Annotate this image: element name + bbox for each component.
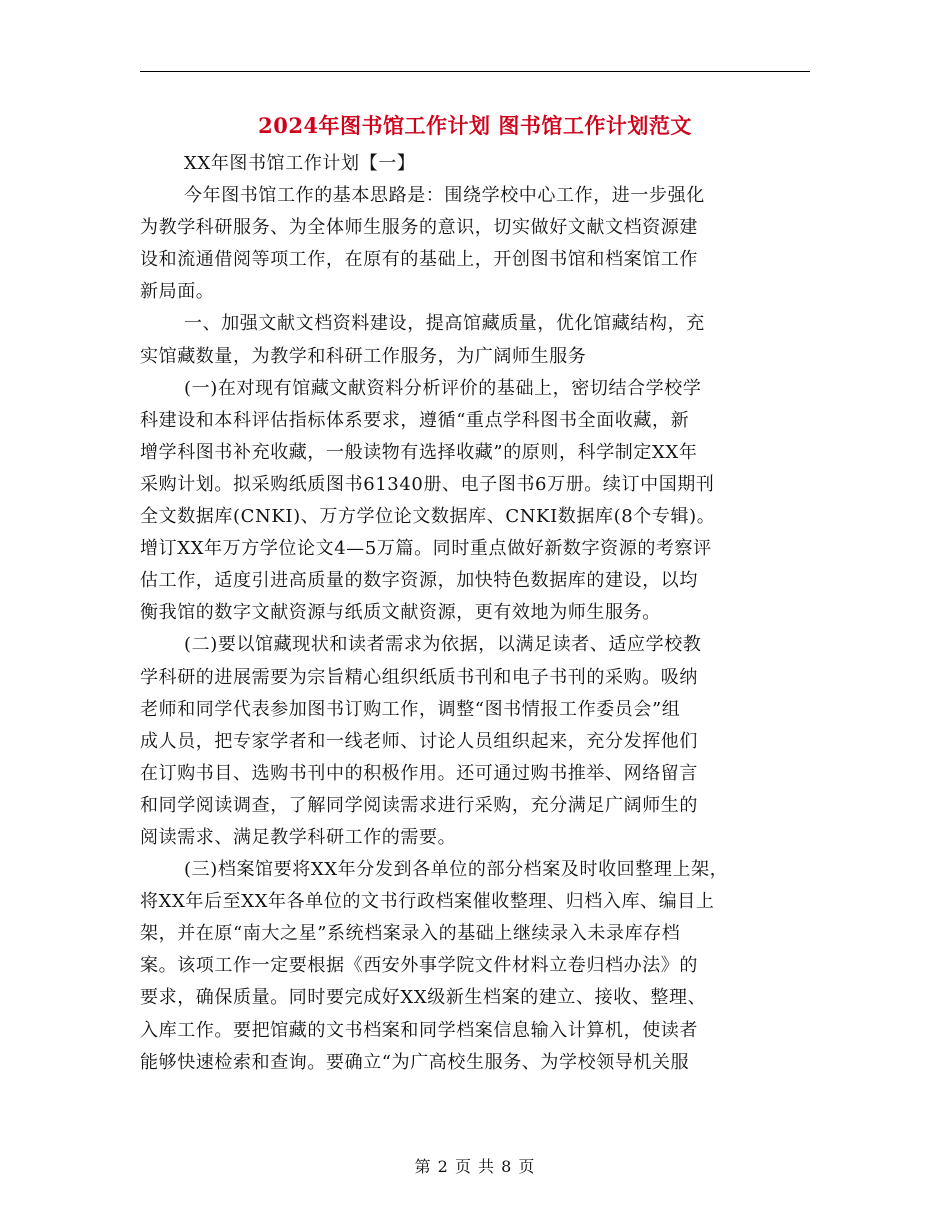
- header-rule: [140, 71, 810, 72]
- text-line: 估工作，适度引进高质量的数字资源，加快特色数据库的建设，以均: [140, 570, 698, 592]
- text-line: 架，并在原“南大之星”系统档案录入的基础上继续录入未录库存档: [140, 923, 681, 945]
- text-line: 案。该项工作一定要根据《西安外事学院文件材料立卷归档办法》的: [140, 955, 698, 977]
- text-line: (一)在对现有馆藏文献资料分析评价的基础上，密切结合学校学: [184, 377, 702, 399]
- text-line: 全文数据库(CNKI)、万方学位论文数据库、CNKI数据库(8个专辑)。: [140, 506, 716, 528]
- text-line: XX年图书馆工作计划【一】: [184, 153, 416, 174]
- text-line: 成人员，把专家学者和一线老师、讨论人员组织起来，充分发挥他们: [140, 730, 698, 752]
- text-line: 老师和同学代表参加图书订购工作，调整“图书情报工作委员会”组: [140, 698, 681, 720]
- document-body: [140, 148, 810, 1079]
- text-line: 入库工作。要把馆藏的文书档案和同学档案信息输入计算机，使读者: [140, 1019, 698, 1041]
- text-line: 设和流通借阅等项工作，在原有的基础上，开创图书馆和档案馆工作: [140, 249, 698, 271]
- document-title: 2024年图书馆工作计划 图书馆工作计划范文: [258, 113, 692, 138]
- text-line: 采购计划。拟采购纸质图书61340册、电子图书6万册。续订中国期刊: [140, 473, 715, 495]
- text-line: 和同学阅读调查，了解同学阅读需求进行采购，充分满足广阔师生的: [140, 794, 698, 816]
- text-line: (三)档案馆要将XX年分发到各单位的部分档案及时收回整理上架，: [184, 859, 729, 881]
- text-line: 增学科图书补充收藏，一般读物有选择收藏”的原则，科学制定XX年: [140, 441, 698, 463]
- text-line: 科建设和本科评估指标体系要求，遵循“重点学科图书全面收藏，新: [140, 409, 690, 431]
- text-line: 能够快速检索和查询。要确立“为广高校生服务、为学校领导机关服: [140, 1051, 690, 1073]
- text-line: 实馆藏数量，为教学和科研工作服务，为广阔师生服务: [140, 345, 587, 367]
- text-line: 在订购书目、选购书刊中的积极作用。还可通过购书推举、网络留言: [140, 762, 698, 784]
- page-number-footer: 第 2 页 共 8 页: [414, 1157, 536, 1176]
- text-line: 将XX年后至XX年各单位的文书行政档案催收整理、归档入库、编目上: [140, 891, 715, 913]
- text-line: 新局面。: [140, 281, 215, 303]
- text-line: 要求，确保质量。同时要完成好XX级新生档案的建立、接收、整理、: [140, 987, 707, 1009]
- text-line: 今年图书馆工作的基本思路是：围绕学校中心工作，进一步强化: [184, 185, 705, 207]
- text-line: 衡我馆的数字文献资源与纸质文献资源，更有效地为师生服务。: [140, 602, 661, 624]
- text-line: 阅读需求、满足教学科研工作的需要。: [140, 826, 457, 848]
- text-line: (二)要以馆藏现状和读者需求为依据，以满足读者、适应学校教: [184, 634, 702, 656]
- text-line: 学科研的进展需要为宗旨精心组织纸质书刊和电子书刊的采购。吸纳: [140, 666, 698, 688]
- text-line: 一、加强文献文档资料建设，提高馆藏质量，优化馆藏结构，充: [184, 313, 705, 335]
- text-line: 增订XX年万方学位论文4—5万篇。同时重点做好新数字资源的考察评: [140, 538, 712, 560]
- text-line: 为教学科研服务、为全体师生服务的意识，切实做好文献文档资源建: [140, 217, 698, 239]
